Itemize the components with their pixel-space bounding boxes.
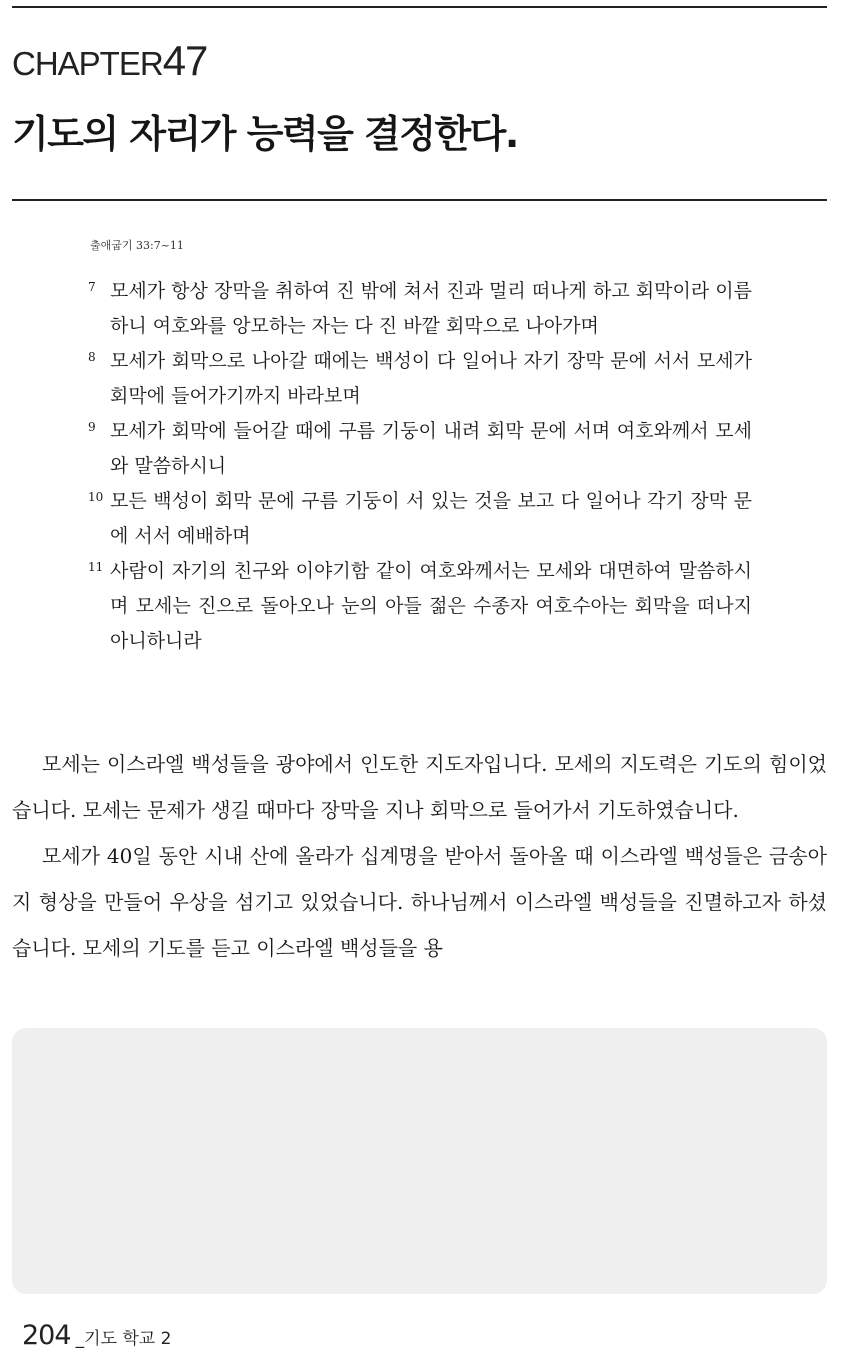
verse-text: 사람이 자기의 친구와 이야기함 같이 여호와께서는 모세와 대면하여 말씀하시며 모세는 진으로 돌아오나 눈의 아들 젊은 수종자 여호수아는 회막을 떠나지 아니하니라 <box>110 560 752 652</box>
verse-text: 모세가 항상 장막을 취하여 진 밖에 쳐서 진과 멀리 떠나게 하고 회막이라 이름하니 여호와를 앙모하는 자는 다 진 바깥 회막으로 나아가며 <box>110 280 752 337</box>
verse-text: 모세가 회막에 들어갈 때에 구름 기둥이 내려 회막 문에 서며 여호와께서 모세와 말씀하시니 <box>110 420 752 477</box>
verse-number: 9 <box>88 420 96 434</box>
paragraph: 모세는 이스라엘 백성들을 광야에서 인도한 지도자입니다. 모세의 지도력은 기도의 힘이었습니다. 모세는 문제가 생길 때마다 장막을 지나 회막으로 들어가서 기도하였습니다. <box>12 752 827 822</box>
body-text <box>12 741 827 971</box>
verse-number: 8 <box>88 350 96 364</box>
scripture-verses <box>88 274 752 659</box>
verse-7 <box>88 274 752 344</box>
top-rule <box>12 6 827 8</box>
verse-number: 7 <box>88 280 96 294</box>
title-rule <box>12 199 827 201</box>
page-number: 204 <box>22 1320 71 1351</box>
page-footer <box>22 1320 171 1351</box>
book-title: _기도 학교 2 <box>75 1329 172 1349</box>
verse-9 <box>88 414 752 484</box>
verse-text: 모세가 회막으로 나아갈 때에는 백성이 다 일어나 자기 장막 문에 서서 모세가 회막에 들어가기까지 바라보며 <box>110 350 752 407</box>
paragraph: 모세가 40일 동안 시내 산에 올라가 십계명을 받아서 돌아올 때 이스라엘 백성들은 금송아지 형상을 만들어 우상을 섬기고 있었습니다. 하나님께서 이스라엘 백성들을 진멸하고자 하셨습니다. 모세의 기도를 듣고 이스라엘 백성들을 용 <box>12 844 827 960</box>
note-panel <box>12 1028 827 1294</box>
verse-text: 모든 백성이 회막 문에 구름 기둥이 서 있는 것을 보고 다 일어나 각기 장막 문에 서서 예배하며 <box>110 490 752 547</box>
verse-number: 11 <box>88 560 104 574</box>
scripture-reference: 출애굽기 33:7~11 <box>90 239 184 252</box>
chapter-number: 47 <box>162 37 208 84</box>
verse-number: 10 <box>88 490 104 504</box>
verse-11 <box>88 554 752 659</box>
chapter-heading <box>12 37 208 84</box>
chapter-label: CHAPTER <box>12 45 163 82</box>
page-title: 기도의 자리가 능력을 결정한다. <box>12 112 518 156</box>
verse-10 <box>88 484 752 554</box>
verse-8 <box>88 344 752 414</box>
